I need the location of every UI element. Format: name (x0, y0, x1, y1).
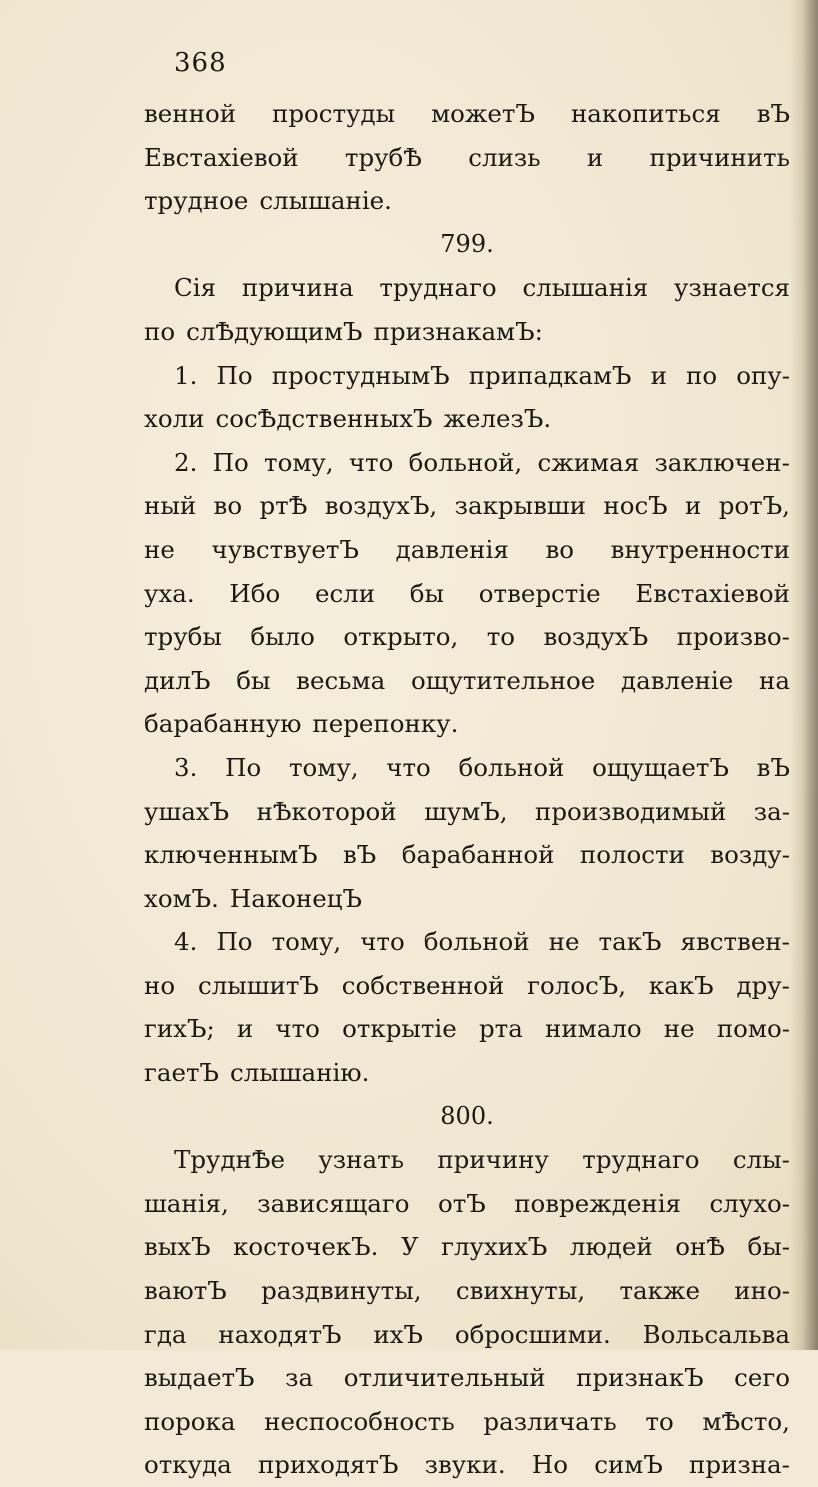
word: ихЪ (373, 1319, 423, 1349)
word: давленія (395, 534, 509, 564)
text-line (144, 615, 790, 659)
word: слизь (468, 142, 541, 172)
word: труднаго (582, 1145, 700, 1175)
word: какЪ (648, 970, 714, 1000)
word: что (348, 447, 394, 477)
word: сего (734, 1363, 790, 1393)
text-line (144, 964, 790, 1008)
word: слухо- (709, 1188, 790, 1218)
word: бы (236, 665, 271, 695)
word: По (216, 927, 253, 957)
word: различать (483, 1406, 617, 1436)
word: на (759, 665, 790, 695)
word: 1. (174, 360, 198, 390)
text-line (144, 920, 790, 964)
word: отличительный (343, 1363, 546, 1393)
word: воздухЪ (543, 622, 649, 652)
word: что (275, 1014, 320, 1044)
word: ртѢ (259, 491, 308, 521)
text-line (144, 1356, 790, 1400)
word: бы (409, 578, 445, 608)
word: слы- (732, 1145, 790, 1175)
word: не (144, 534, 175, 564)
word: то (486, 622, 516, 652)
word: Евстахіевой (144, 142, 299, 172)
word: бы- (747, 1232, 790, 1262)
text-line (144, 702, 790, 746)
word: причину (437, 1145, 549, 1175)
text-line (144, 266, 790, 310)
word: во (213, 491, 243, 521)
word: гда (144, 1319, 187, 1349)
word: за (285, 1363, 314, 1393)
text-line (144, 1225, 790, 1269)
word: симЪ (594, 1450, 663, 1480)
text-line (144, 1051, 790, 1095)
word: По (225, 752, 262, 782)
word: порока (144, 1406, 236, 1436)
word: открыто, (343, 622, 459, 652)
word: чувствуетЪ (211, 534, 359, 564)
word: неспособность (264, 1406, 455, 1436)
word: ушахЪ (144, 796, 230, 826)
word: признакЪ (576, 1363, 704, 1393)
text-line (144, 528, 790, 572)
word: за- (753, 796, 790, 826)
word: 3. (174, 752, 198, 782)
word: зависящаго (257, 1188, 410, 1218)
word: и (650, 360, 667, 390)
word: что (386, 752, 431, 782)
word: признакамЪ: (373, 316, 543, 346)
word: уха. (144, 578, 195, 608)
text-line (144, 1007, 790, 1051)
word: тому, (264, 447, 334, 477)
text-line (144, 1443, 790, 1487)
word: припадкамЪ (468, 360, 632, 390)
word: тому, (271, 927, 342, 957)
text-line (144, 179, 790, 223)
word: труднаго (379, 273, 497, 303)
word: приходятЪ (257, 1450, 399, 1480)
word: слышанію. (229, 1058, 370, 1088)
text-line (144, 659, 790, 703)
word: людей (569, 1232, 653, 1262)
word: обросшими. (454, 1319, 611, 1349)
word: ный (144, 491, 197, 521)
text-line (144, 397, 790, 441)
word: узнается (674, 273, 790, 303)
word: находятЪ (218, 1319, 342, 1349)
word: возду- (710, 840, 790, 870)
word: призна- (689, 1450, 790, 1480)
word: то (645, 1406, 674, 1436)
word: ТруднѢе (174, 1145, 286, 1175)
word: не (663, 1014, 695, 1044)
word: трубѢ (344, 142, 422, 172)
text-line (144, 790, 790, 834)
word: и (685, 491, 702, 521)
text-line (144, 92, 790, 136)
word: ключеннымЪ (144, 840, 318, 870)
word: и (236, 1014, 254, 1044)
word: больной, (408, 447, 523, 477)
word: ощущаетЪ (592, 752, 729, 782)
word: Ибо (229, 578, 281, 608)
word: ротЪ, (718, 491, 790, 521)
word: ино- (734, 1276, 790, 1306)
word: тому, (288, 752, 359, 782)
word: дру- (736, 970, 790, 1000)
word: собственной (341, 970, 505, 1000)
word: Сія (174, 273, 217, 303)
word: такЪ (598, 927, 662, 957)
word: косточекЪ. (233, 1232, 379, 1262)
word: отверстіе (478, 578, 601, 608)
word: слышанія (522, 273, 649, 303)
word: голосЪ, (527, 970, 627, 1000)
text-line (144, 136, 790, 180)
word: 4. (174, 927, 198, 957)
word: весьма (296, 665, 386, 695)
word: открытіе (342, 1014, 457, 1044)
word: сжимая (537, 447, 640, 477)
word: что (360, 927, 405, 957)
text-line (144, 1182, 790, 1226)
word: барабанной (401, 840, 555, 870)
word: отЪ (437, 1188, 486, 1218)
word: слышитЪ (197, 970, 319, 1000)
word: нѢкоторой (256, 796, 397, 826)
text-line (144, 1400, 790, 1444)
word: Но (531, 1450, 568, 1480)
word: поврежденія (514, 1188, 681, 1218)
word: давленіе (621, 665, 734, 695)
word: и (586, 142, 604, 172)
word: выдаетЪ (144, 1363, 255, 1393)
word: венной (144, 99, 237, 128)
word: глухихЪ (441, 1232, 548, 1262)
word: вЪ (343, 840, 377, 870)
word: холи (144, 404, 205, 434)
word: хомЪ. (144, 883, 219, 913)
word: опу- (736, 360, 790, 390)
word: производимый (535, 796, 727, 826)
word: слышаніе. (259, 186, 392, 216)
word: дилЪ (144, 665, 211, 695)
text-line (144, 310, 790, 354)
word: больной (423, 927, 530, 957)
word: свихнуты, (455, 1276, 586, 1306)
text-line (144, 441, 790, 485)
word: По (212, 447, 249, 477)
text-line (144, 746, 790, 790)
section-number: 800. (440, 1101, 494, 1130)
word: Вольсальва (642, 1319, 790, 1349)
word: простуды (272, 99, 396, 128)
text-line (144, 1269, 790, 1313)
word: шанія, (144, 1188, 229, 1218)
word: 2. (174, 447, 198, 477)
word: мѢсто, (702, 1406, 790, 1436)
text-line (144, 354, 790, 398)
section-number: 799. (440, 229, 494, 258)
word: помо- (716, 1014, 790, 1044)
word: НаконецЪ (229, 883, 362, 913)
word: Евстахіевой (635, 578, 790, 608)
word: можетЪ (431, 99, 535, 128)
word: причина (241, 273, 354, 303)
text-line (144, 1138, 790, 1182)
word: раздвинуты, (261, 1276, 422, 1306)
word: также (619, 1276, 700, 1306)
word: шумЪ, (424, 796, 508, 826)
text-line (144, 833, 790, 877)
word: сосѢдственныхЪ (215, 404, 433, 434)
word: выхЪ (144, 1232, 211, 1262)
word: узнать (318, 1145, 404, 1175)
word: перепонку. (312, 709, 459, 739)
text-line (144, 877, 790, 921)
word: звуки. (424, 1450, 506, 1480)
word: рта (478, 1014, 523, 1044)
text-line (144, 484, 790, 528)
word: нимало (544, 1014, 642, 1044)
word: слѢдующимЪ (186, 316, 363, 346)
word: носЪ (603, 491, 668, 521)
word: ощутительное (410, 665, 596, 695)
word: накопиться (570, 99, 721, 128)
word: если (314, 578, 376, 608)
word: гихЪ; (144, 1014, 215, 1044)
word: трубы (144, 622, 222, 652)
word: произво- (676, 622, 790, 652)
word: вЪ (756, 99, 790, 128)
word: откуда (144, 1450, 232, 1480)
word: вЪ (756, 752, 790, 782)
word: гаетЪ (144, 1058, 219, 1088)
word: барабанную (144, 709, 302, 739)
word: но (144, 970, 176, 1000)
word: по (686, 360, 718, 390)
word: воздухЪ, (324, 491, 438, 521)
word: трудное (144, 186, 249, 216)
page-number: 368 (174, 48, 227, 78)
word: У (400, 1232, 419, 1262)
page-text-block (144, 92, 790, 1487)
word: По (216, 360, 253, 390)
word: явствен- (680, 927, 790, 957)
word: было (250, 622, 315, 652)
word: причинить (649, 142, 790, 172)
word: онѢ (675, 1232, 725, 1262)
word: больной (458, 752, 565, 782)
word: заключен- (654, 447, 790, 477)
word: железЪ. (443, 404, 552, 434)
word: во (545, 534, 574, 564)
word: ваютЪ (144, 1276, 227, 1306)
text-line (144, 572, 790, 616)
word: простуднымЪ (271, 360, 450, 390)
word: по (144, 316, 176, 346)
word: не (548, 927, 580, 957)
word: полости (579, 840, 685, 870)
word: внутренности (610, 534, 790, 564)
word: закрывши (454, 491, 586, 521)
